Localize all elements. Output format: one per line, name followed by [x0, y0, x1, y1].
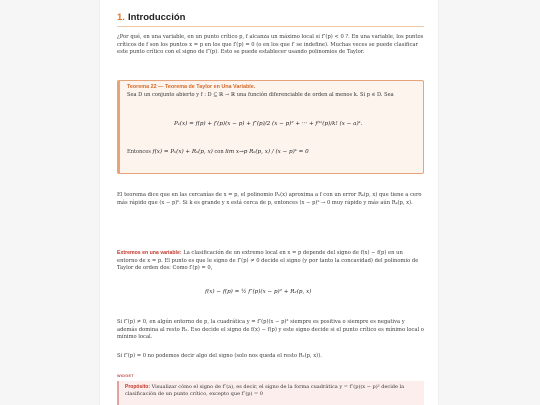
then-prefix: Entonces	[127, 149, 151, 155]
sign-paragraph: Si f″(p) ≠ 0, en algún entorno de p, la cuadrática y = f″(p)(x − p)² siempre es positiva o siempre es negativa y además domina al resto R₂. Eso decide el signo de f(x) − f(p) y este signo decide si el punto crítico es mínimo local o mínimo local.	[117, 319, 424, 341]
section-title: Introducción	[127, 12, 186, 23]
widget-box[interactable]	[117, 381, 424, 405]
theorem-conclusion	[127, 149, 417, 156]
theorem-title: Teorema 22 — Teorema de Taylor en Una Variable.	[127, 84, 256, 90]
con-word: con	[214, 149, 224, 155]
theorem-statement: Sea D un conjunto abierto y f : D ⊆ ℝ → ℝ una función diferenciable de orden al menos k. Si p ∈ D. Sea	[127, 92, 394, 98]
extremos-paragraph	[117, 250, 424, 273]
theorem-explanation-paragraph: El teorema dice que en las cercanías de x = p, el polinomio Pₖ(x) aproxima a f con un error Rₖ(p, x) que tiene a cero más rápido que (x − p)ᵏ. Si k es grande y x está cerca de p, entonces (x − p)ᵏ → 0 muy rápido y más aún Rₖ(p, x).	[117, 192, 422, 206]
limit-formula: lim x→p Rₖ(p, x) / (x − p)ᵏ = 0	[225, 149, 309, 155]
taylor-polynomial-formula: Pₖ(x) = f(p) + f′(p)(x − p) + f″(p)/2 (x − p)² + ··· + f⁽ᵏ⁾(p)/k! (x − a)ᵏ.	[174, 121, 363, 127]
widget-text	[125, 384, 418, 398]
second-order-formula: f(x) − f(p) = ½ f″(p)(x − p)² + R₂(p, x)	[205, 289, 312, 295]
widget-purpose-label: Propósito:	[125, 384, 150, 390]
extremos-label: Extremos en una variable:	[117, 250, 182, 256]
section-heading	[117, 12, 424, 27]
widget-tag: WIDGET	[117, 374, 134, 378]
section-number: 1.	[117, 12, 125, 23]
theorem-box	[117, 80, 424, 174]
remainder-formula: f(x) = Pₖ(x) + Rₖ(p, x)	[152, 149, 213, 155]
zero-case-paragraph: Si f″(p) = 0 no podemos decir algo del signo (solo nos queda el resto R₂(p, x)).	[117, 353, 322, 359]
widget-purpose-text: Visualizar cómo el signo de f″(a), es decir, el signo de la forma cuadrática y = f″(p)(x − p)² decide la clasificación de un punto crítico, excepto que f″(p) = 0	[125, 384, 405, 397]
document-page	[100, 0, 438, 405]
intro-paragraph: ¿Por qué, en una variable, en un punto crítico p, f alcanza un máximo local si f″(p) < 0 ?. En una variable, los puntos críticos de f son los puntos x = p en los que f′(p) = 0 (o en los que f′ se indefine). Muchas veces se puede clasificar este punto crítico con el signo de f″(p). Esto se puede establecer usando polinomios de Taylor.	[117, 34, 424, 56]
extremos-text: La clasificación de un extremo local en x = p depende del signo de f(x) − f(p) en un entorno de x = p. El punto es que le signo de f″(p) ≠ 0 decide el signo (y por tanto la concavidad) del polinomio de Taylor de orden dos: Como f′(p) = 0,	[117, 250, 419, 272]
document-content	[117, 12, 424, 397]
